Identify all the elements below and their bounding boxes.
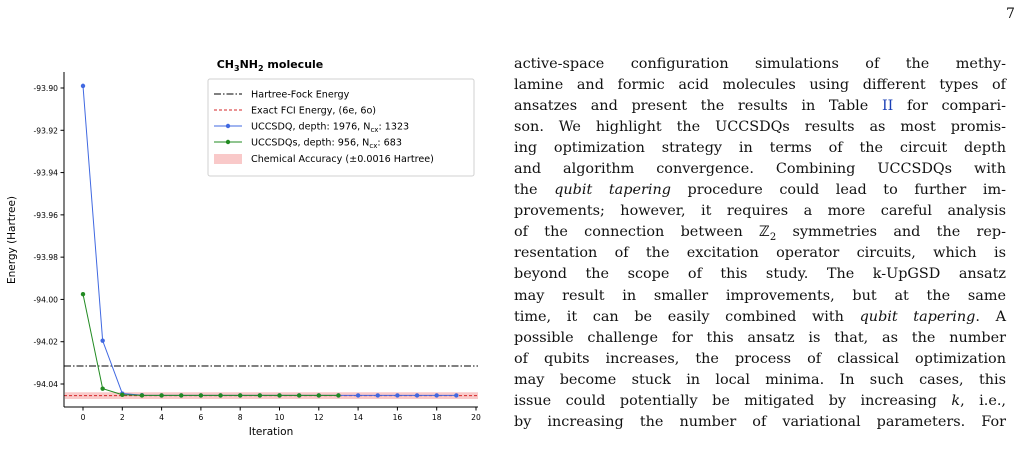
x-tick-label: 20 [471, 413, 481, 422]
uccsdqs-data-point [218, 393, 222, 397]
legend-uccsdqs-marker [226, 140, 230, 144]
table-reference-link[interactable]: II [881, 98, 894, 115]
y-tick-label: -94.02 [33, 337, 58, 347]
x-tick-label: 2 [119, 413, 125, 422]
text-line: the qubit tapering procedure could lead to further im- [514, 182, 1006, 199]
y-tick-label: -94.04 [33, 380, 58, 389]
x-tick-label: 0 [80, 413, 86, 422]
legend-uccsdqs-label: UCCSDQs, depth: 956, $N_{cx}$: 683 [251, 137, 402, 150]
text-line: ansatzes and present the results in Table II for compari- [514, 98, 1006, 115]
chart-title: $CH_3NH_2$ molecule [216, 58, 324, 73]
x-tick-label: 18 [431, 413, 442, 422]
uccsdq-data-point [376, 393, 380, 397]
text-line: issue could potentially be mitigated by increasing k, i.e., [514, 392, 1006, 409]
uccsdqs-data-point [179, 393, 183, 397]
energy-convergence-figure [0, 0, 490, 472]
x-tick-label: 10 [274, 413, 285, 422]
uccsdq-data-point [454, 393, 458, 397]
text-line: may result in smaller improvements, but at the same [514, 287, 1006, 304]
y-tick-label: -93.96 [33, 210, 58, 220]
text-line: lamine and formic acid molecules using different types of [514, 77, 1006, 94]
y-axis-label: Energy (Hartree) [6, 195, 18, 285]
y-tick-label: -93.92 [33, 126, 58, 136]
x-tick-label: 4 [159, 413, 165, 422]
text-line: son. We highlight the UCCSDQs results as most promis- [514, 119, 1006, 136]
y-tick-label: -93.90 [33, 84, 58, 93]
uccsdq-data-point [100, 338, 104, 342]
uccsdqs-data-point [336, 393, 340, 397]
uccsdqs-data-point [277, 393, 281, 397]
legend-uccsdq-label: UCCSDQ, depth: 1976, $N_{cx}$: 1323 [251, 121, 410, 134]
text-line: provements; however, it requires a more careful analysis [514, 203, 1006, 220]
page-number: 7 [1006, 6, 1015, 22]
uccsdqs-data-point [297, 393, 301, 397]
uccsdq-data-point [395, 393, 399, 397]
uccsdqs-data-point [159, 393, 163, 397]
text-line: possible challenge for this ansatz is that, as the number [514, 329, 1006, 346]
text-line: ing optimization strategy in terms of the circuit depth [514, 140, 1006, 157]
x-tick-label: 12 [313, 413, 324, 422]
y-tick-label: -93.98 [33, 253, 58, 263]
text-line: and algorithm convergence. Combining UCCSDQs with [514, 161, 1006, 178]
y-tick-label: -94.00 [33, 295, 58, 305]
uccsdqs-data-point [258, 393, 262, 397]
x-tick-label: 16 [392, 413, 403, 422]
uccsdq-data-point [415, 393, 419, 397]
text-line: active-space configuration simulations of the methy- [514, 56, 1006, 72]
uccsdqs-series-line [83, 294, 338, 395]
uccsdqs-data-point [81, 292, 85, 296]
uccsdqs-data-point [100, 386, 104, 390]
uccsdqs-data-point [238, 393, 242, 397]
text-line: may become stuck in local minima. In such cases, this [514, 371, 1006, 388]
uccsdq-data-point [435, 393, 439, 397]
x-axis-label: Iteration [248, 426, 294, 438]
legend-chem-acc-swatch [214, 154, 242, 164]
text-line: beyond the scope of this study. The k-UpGSD ansatz [514, 266, 1006, 283]
y-ticks [34, 84, 64, 389]
body-text-column [514, 54, 1006, 433]
y-tick-label: -93.94 [33, 168, 58, 178]
text-line: time, it can be easily combined with qubit tapering. A [514, 308, 1006, 325]
x-tick-label: 14 [353, 413, 363, 422]
text-line: by increasing the number of variational parameters. For [514, 413, 1006, 430]
legend-chem-acc-label: Chemical Accuracy (±0.0016 Hartree) [251, 154, 434, 165]
uccsdqs-data-point [140, 393, 144, 397]
legend [208, 79, 474, 176]
uccsdq-data-point [81, 84, 85, 88]
legend-hf-label: Hartree-Fock Energy [251, 89, 350, 101]
legend-fci-label: Exact FCI Energy, (6e, 6o) [251, 105, 377, 117]
text-line: of the connection between ℤ$_2$ symmetries and the rep- [514, 224, 1007, 244]
uccsdqs-data-point [120, 393, 124, 397]
x-ticks [81, 407, 481, 422]
text-line: resentation of the excitation operator circuits, which is [514, 245, 1006, 262]
uccsdqs-data-point [317, 393, 321, 397]
legend-uccsdq-marker [226, 124, 230, 128]
x-tick-label: 6 [198, 413, 204, 422]
uccsdq-data-point [356, 393, 360, 397]
text-line: of qubits increases, the process of classical optimization [514, 350, 1006, 367]
x-tick-label: 8 [237, 413, 243, 422]
uccsdqs-data-point [199, 393, 203, 397]
